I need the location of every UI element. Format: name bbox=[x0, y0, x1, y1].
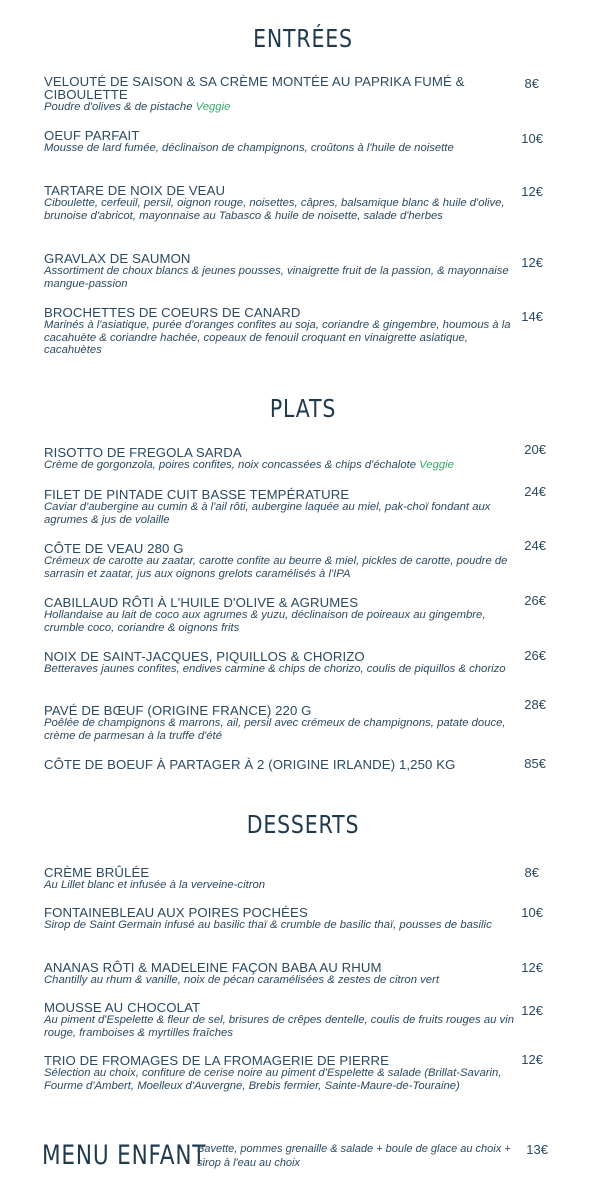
item-price: 12€ bbox=[521, 255, 543, 270]
kids-menu-title: MENU ENFANT bbox=[42, 1140, 207, 1171]
item-price: 26€ bbox=[524, 648, 546, 663]
item-price: 8€ bbox=[524, 76, 539, 91]
menu-item-risotto bbox=[44, 446, 514, 472]
veggie-tag: Veggie bbox=[195, 101, 231, 113]
section-title-entrees: ENTRÉES bbox=[253, 24, 353, 53]
item-name: RISOTTO DE FREGOLA SARDA bbox=[44, 445, 242, 460]
item-desc: Caviar d'aubergine au cumin & à l'ail rôti, aubergine laquée au miel, pak-choï fondant aux agrumes & jus de volaille bbox=[44, 501, 491, 526]
menu-item-mousse-chocolat bbox=[44, 1001, 514, 1039]
menu-item-saint-jacques bbox=[44, 650, 514, 676]
section-title-desserts: DESSERTS bbox=[246, 810, 360, 839]
menu-item-oeuf-parfait bbox=[44, 129, 514, 155]
item-name: BROCHETTES DE COEURS DE CANARD bbox=[44, 305, 301, 320]
kids-menu-price: 13€ bbox=[526, 1142, 548, 1157]
veggie-tag: Veggie bbox=[419, 459, 454, 471]
section-title-plats: PLATS bbox=[269, 394, 337, 423]
item-desc: Mousse de lard fumée, déclinaison de champignons, croûtons à l'huile de noisette bbox=[44, 142, 454, 154]
menu-item-pintade bbox=[44, 488, 514, 526]
item-name: CRÈME BRÛLÉE bbox=[44, 865, 150, 880]
item-price: 24€ bbox=[524, 484, 546, 499]
item-desc: Chantilly au rhum & vanille, noix de pécan caramélisées & zestes de citron vert bbox=[44, 974, 439, 986]
item-price: 26€ bbox=[524, 593, 546, 608]
item-name: TRIO DE FROMAGES DE LA FROMAGERIE DE PIERRE bbox=[44, 1053, 390, 1068]
item-name: FONTAINEBLEAU AUX POIRES POCHÉES bbox=[44, 905, 308, 920]
menu-item-ananas bbox=[44, 961, 514, 987]
menu-item-veloute bbox=[44, 75, 514, 114]
menu-item-gravlax bbox=[44, 252, 514, 290]
item-price: 20€ bbox=[524, 442, 546, 457]
item-price: 12€ bbox=[521, 1003, 543, 1018]
item-desc: Betteraves jaunes confites, endives carmine & chips de chorizo, coulis de piquillos & chorizo bbox=[44, 663, 506, 675]
item-name: OEUF PARFAIT bbox=[44, 128, 140, 143]
item-desc: Poudre d'olives & de pistache Veggie bbox=[44, 101, 231, 113]
menu-item-cabillaud bbox=[44, 596, 514, 634]
item-price: 12€ bbox=[521, 1052, 543, 1067]
item-price: 28€ bbox=[524, 697, 546, 712]
item-desc: Assortiment de choux blancs & jeunes pousses, vinaigrette fruit de la passion, & mayonnaise mangue-passion bbox=[44, 265, 509, 290]
item-name: CABILLAUD RÔTI À L'HUILE D'OLIVE & AGRUMES bbox=[44, 595, 359, 610]
item-name: ANANAS RÔTI & MADELEINE FAÇON BABA AU RHUM bbox=[44, 960, 382, 975]
item-price: 24€ bbox=[524, 538, 546, 553]
item-desc: Crème de gorgonzola, poires confites, noix concassées & chips d'échalote Veggie bbox=[44, 459, 454, 471]
menu-item-pave-boeuf bbox=[44, 704, 514, 742]
item-name: NOIX DE SAINT-JACQUES, PIQUILLOS & CHORIZO bbox=[44, 649, 365, 664]
item-desc: Sirop de Saint Germain infusé au basilic thaï & crumble de basilic thaï, pousses de basilic bbox=[44, 919, 492, 931]
menu-item-fontainebleau bbox=[44, 906, 514, 932]
menu-item-cote-boeuf bbox=[44, 758, 514, 771]
item-name: CÔTE DE VEAU 280 G bbox=[44, 541, 184, 556]
item-price: 14€ bbox=[521, 309, 543, 324]
menu-item-tartare bbox=[44, 184, 514, 222]
menu-item-trio-fromages bbox=[44, 1054, 514, 1092]
menu-item-creme-brulee bbox=[44, 866, 514, 892]
item-name: GRAVLAX DE SAUMON bbox=[44, 251, 191, 266]
item-name: PAVÉ DE BŒUF (ORIGINE FRANCE) 220 G bbox=[44, 703, 312, 718]
item-price: 10€ bbox=[521, 905, 543, 920]
item-price: 85€ bbox=[524, 756, 546, 771]
item-desc: Au Lillet blanc et infusée à la verveine-citron bbox=[44, 879, 266, 891]
item-desc: Crémeux de carotte au zaatar, carotte confite au beurre & miel, pickles de carotte, poudre de sarrasin et zaatar, jus aux oignons grelots caramélisés à l'IPA bbox=[44, 555, 508, 580]
item-name: VELOUTÉ DE SAISON & SA CRÈME MONTÉE AU PAPRIKA FUMÉ & CIBOULETTE bbox=[44, 74, 465, 102]
item-price: 12€ bbox=[521, 960, 543, 975]
item-price: 10€ bbox=[521, 131, 543, 146]
item-price: 8€ bbox=[524, 865, 539, 880]
item-desc: Hollandaise au lait de coco aux agrumes & yuzu, déclinaison de poireaux au gingembre, crumble coco, coriandre & oignons frits bbox=[44, 609, 486, 634]
item-desc: Au piment d'Espelette & fleur de sel, brisures de crêpes dentelle, coulis de fruits rouges au vin rouge, framboises & myrtilles fraîches bbox=[44, 1014, 514, 1039]
menu-item-brochettes bbox=[44, 306, 514, 357]
item-price: 12€ bbox=[521, 184, 543, 199]
item-desc: Marinés à l'asiatique, purée d'oranges confites au soja, coriandre & gingembre, houmous à la cacahuète & coriandre hachée, copeaux de fenouil croquant en vinaigrette asiatique, cacahuètes bbox=[44, 319, 511, 356]
item-name: FILET DE PINTADE CUIT BASSE TEMPÉRATURE bbox=[44, 487, 350, 502]
item-desc: Ciboulette, cerfeuil, persil, oignon rouge, noisettes, câpres, balsamique blanc & huile d'olive, brunoise d'abricot, mayonnaise au Tabasco & huile de noisette, salade d'herbes bbox=[44, 197, 505, 222]
item-name: MOUSSE AU CHOCOLAT bbox=[44, 1000, 201, 1015]
item-desc: Poêlée de champignons & marrons, ail, persil avec crémeux de champignons, patate douce, crème de parmesan à la truffe d'été bbox=[44, 717, 506, 742]
kids-menu-desc: Bavette, pommes grenaille & salade + boule de glace au choix + sirop à l'eau au choix bbox=[197, 1143, 511, 1169]
item-desc: Sélection au choix, confiture de cerise noire au piment d'Espelette & salade (Brillat-Savarin, Fourme d'Ambert, Moelleux d'Auvergne, Brebis fermier, Sainte-Maure-de-Touraine) bbox=[44, 1067, 502, 1092]
menu-item-cote-veau bbox=[44, 542, 514, 580]
item-name: CÔTE DE BOEUF À PARTAGER À 2 (ORIGINE IRLANDE) 1,250 KG bbox=[44, 757, 456, 772]
item-name: TARTARE DE NOIX DE VEAU bbox=[44, 183, 226, 198]
